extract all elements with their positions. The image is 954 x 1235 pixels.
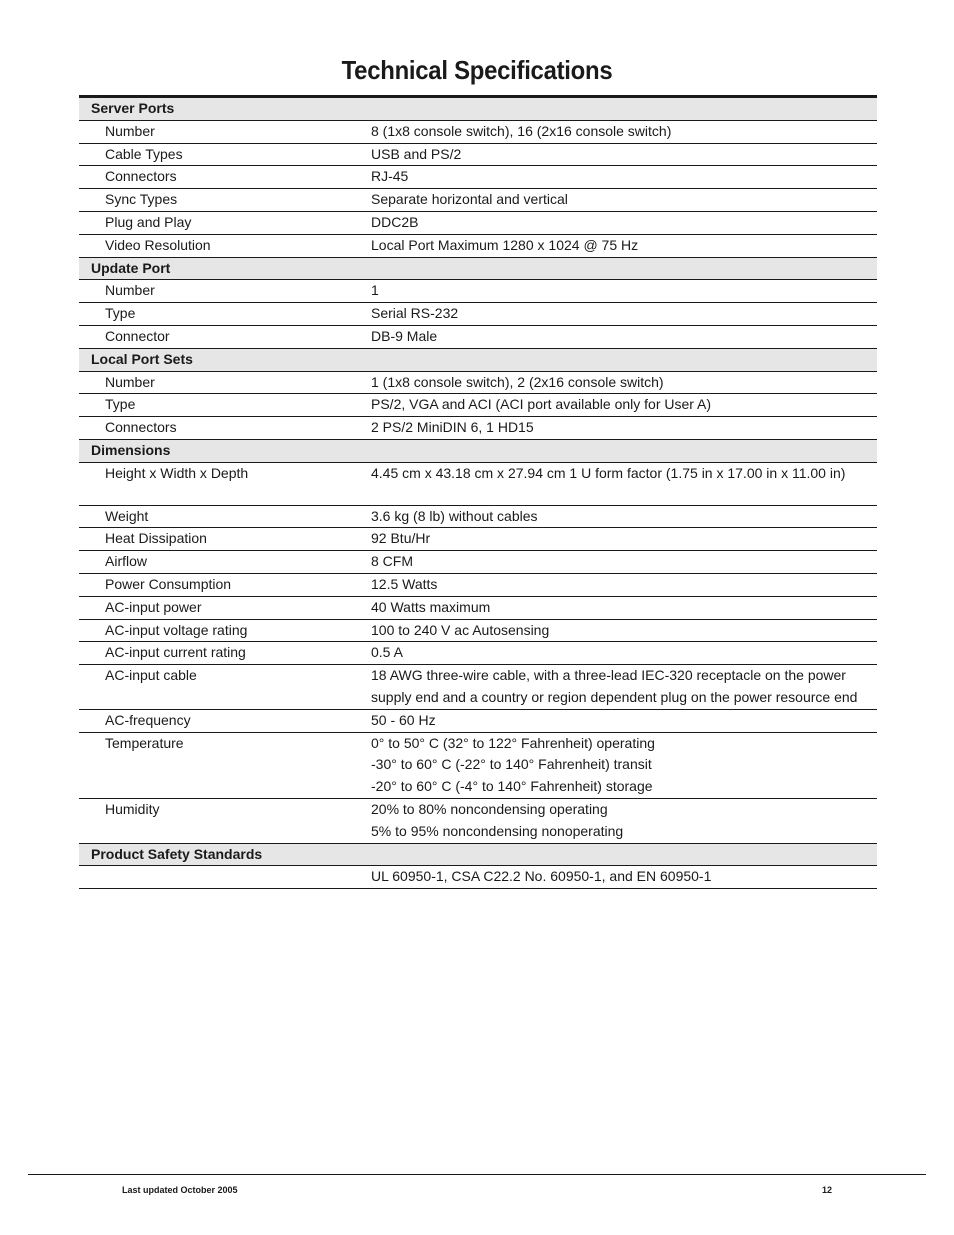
spec-row: [79, 189, 877, 212]
spec-row: [79, 597, 877, 620]
footer-divider: [28, 1174, 926, 1175]
spec-row: [79, 417, 877, 440]
section-header: Server Ports: [79, 98, 877, 121]
spec-value: UL 60950-1, CSA C22.2 No. 60950-1, and EN 60950-1: [371, 868, 712, 885]
spec-value: 8 (1x8 console switch), 16 (2x16 console switch): [371, 122, 672, 139]
spec-row: [79, 799, 877, 844]
spec-row: [79, 528, 877, 551]
spec-row: [79, 372, 877, 395]
spec-row: [79, 144, 877, 167]
spec-value: RJ-45: [371, 168, 409, 185]
spec-label: Heat Dissipation: [105, 530, 207, 547]
spec-label: Height x Width x Depth: [105, 464, 249, 481]
spec-value: Local Port Maximum 1280 x 1024 @ 75 Hz: [371, 236, 639, 253]
spec-row: [79, 866, 877, 889]
section-header: Product Safety Standards: [79, 844, 877, 867]
spec-table: [79, 95, 877, 889]
spec-value: 20% to 80% noncondensing operating 5% to 95% noncondensing nonoperating: [371, 800, 624, 839]
spec-value: 0.5 A: [371, 644, 403, 661]
spec-label: Plug and Play: [105, 213, 192, 230]
spec-row: [79, 665, 877, 710]
spec-row: [79, 280, 877, 303]
spec-row: [79, 710, 877, 733]
spec-label: Temperature: [105, 734, 184, 751]
spec-row: [79, 506, 877, 529]
spec-value: DDC2B: [371, 213, 419, 230]
spec-row: [79, 620, 877, 643]
spec-label: Number: [105, 373, 155, 390]
spec-value: 2 PS/2 MiniDIN 6, 1 HD15: [371, 419, 534, 436]
spec-label: Connectors: [105, 168, 177, 185]
spec-value: Separate horizontal and vertical: [371, 191, 568, 208]
spec-value: 50 - 60 Hz: [371, 711, 436, 728]
spec-value: Serial RS-232: [371, 305, 459, 322]
spec-value: DB-9 Male: [371, 327, 438, 344]
page-number: 12: [822, 1185, 833, 1195]
spec-label: AC-input cable: [105, 667, 197, 684]
spec-value: 92 Btu/Hr: [371, 530, 431, 547]
spec-value: 18 AWG three-wire cable, with a three-lead IEC-320 receptacle on the power supply end and a country or region dependent plug on the power resource end: [371, 667, 858, 705]
spec-row: [79, 326, 877, 349]
spec-row: [79, 574, 877, 597]
spec-label: AC-input voltage rating: [105, 621, 248, 638]
spec-row: [79, 463, 877, 506]
spec-label: Sync Types: [105, 191, 178, 208]
spec-label: Number: [105, 122, 155, 139]
footer-updated-date: Last updated October 2005: [122, 1185, 238, 1195]
spec-label: Video Resolution: [105, 236, 211, 253]
spec-row: [79, 235, 877, 258]
spec-row: [79, 121, 877, 144]
section-header: Dimensions: [79, 440, 877, 463]
spec-row: [79, 642, 877, 665]
spec-value: 100 to 240 V ac Autosensing: [371, 621, 550, 638]
spec-row: [79, 166, 877, 189]
spec-row: [79, 212, 877, 235]
section-header: Update Port: [79, 258, 877, 281]
spec-value: USB and PS/2: [371, 145, 462, 162]
spec-label: Cable Types: [105, 145, 183, 162]
spec-label: AC-input current rating: [105, 644, 246, 661]
spec-label: Power Consumption: [105, 575, 232, 592]
section-header: Local Port Sets: [79, 349, 877, 372]
spec-value: 3.6 kg (8 lb) without cables: [371, 507, 538, 524]
spec-label: [79, 866, 371, 888]
spec-value: 40 Watts maximum: [371, 598, 491, 615]
spec-value: 1 (1x8 console switch), 2 (2x16 console switch): [371, 373, 664, 390]
spec-value: 1: [371, 282, 379, 299]
spec-value: 12.5 Watts: [371, 575, 438, 592]
spec-row: [79, 733, 877, 799]
spec-row: [79, 551, 877, 574]
spec-value: 8 CFM: [371, 553, 413, 570]
spec-label: Type: [105, 396, 136, 413]
spec-value: 4.45 cm x 43.18 cm x 27.94 cm 1 U form factor (1.75 in x 17.00 in x 11.00 in): [371, 464, 846, 481]
spec-row: [79, 303, 877, 326]
spec-label: Weight: [105, 507, 149, 524]
spec-label: Humidity: [105, 800, 160, 817]
spec-value: 0° to 50° C (32° to 122° Fahrenheit) operating -30° to 60° C (-22° to 140° Fahrenheit) transit -20° to 60° C (-4° to 140° Fahrenheit) storage: [371, 734, 655, 795]
spec-label: Connector: [105, 327, 170, 344]
spec-label: Connectors: [105, 419, 177, 436]
spec-label: Airflow: [105, 553, 148, 570]
spec-label: AC-frequency: [105, 711, 191, 728]
spec-value: PS/2, VGA and ACI (ACI port available only for User A): [371, 396, 712, 413]
spec-label: AC-input power: [105, 598, 202, 615]
spec-label: Number: [105, 282, 155, 299]
spec-label: Type: [105, 305, 136, 322]
spec-row: [79, 394, 877, 417]
page-title: Technical Specifications: [341, 55, 613, 85]
